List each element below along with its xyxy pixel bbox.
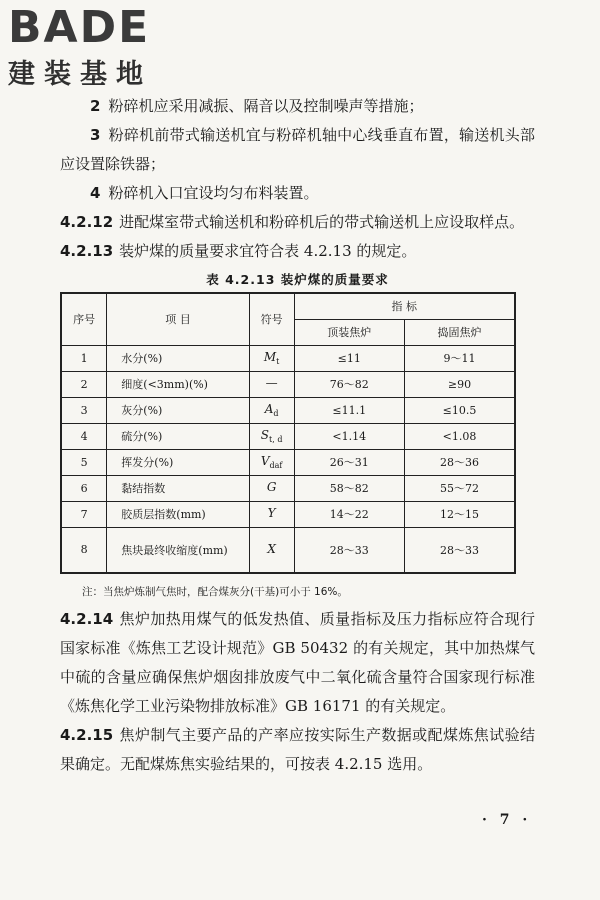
- table-cell-top: 28～33: [294, 527, 404, 573]
- table-cell-stamp: 55～72: [405, 475, 515, 501]
- table-cell-seq: 3: [61, 397, 107, 423]
- table-cell-symbol: G: [249, 475, 294, 501]
- table-cell-item: 胶质层指数(mm): [107, 501, 249, 527]
- coal-quality-table: [60, 292, 516, 574]
- table-cell-symbol: $V_{daf}$: [249, 449, 294, 475]
- table-cell-top: 58～82: [294, 475, 404, 501]
- table-row: [61, 475, 515, 501]
- table-row: [61, 397, 515, 423]
- list-item: 2 粉碎机应采用减振、隔音以及控制噪声等措施；: [90, 97, 424, 115]
- page-number: · 7 ·: [482, 812, 532, 828]
- header-symbol: 符号: [249, 293, 294, 345]
- table-note: 注：当焦炉炼制气焦时，配合煤灰分(干基)可小于 16%。: [82, 586, 348, 598]
- table-header-row: [61, 293, 515, 319]
- logo: [8, 2, 152, 91]
- clause-4-2-14: 4.2.14 焦炉加热用煤气的低发热值、质量指标及压力指标应符合现行国家标准《炼焦工艺设计规范》GB 50432 的有关规定，其中加热煤气中硫的含量应确保焦炉烟囱排放废气中二氧化硫含量符合国家现行标准《炼焦化学工业污染物排放标准》GB 16171 的有关规定。: [60, 610, 535, 715]
- table-cell-symbol: —: [249, 371, 294, 397]
- table-cell-seq: 6: [61, 475, 107, 501]
- table-cell-item: 细度(<3mm)(%): [107, 371, 249, 397]
- table-cell-stamp: 28～33: [405, 527, 515, 573]
- table-cell-top: <1.14: [294, 423, 404, 449]
- header-index: 指 标: [294, 293, 515, 319]
- table-cell-seq: 5: [61, 449, 107, 475]
- table-cell-top: ≤11.1: [294, 397, 404, 423]
- table-cell-symbol: Y: [249, 501, 294, 527]
- table-cell-stamp: <1.08: [405, 423, 515, 449]
- table-cell-symbol: $M_t$: [249, 345, 294, 371]
- table-cell-item: 焦块最终收缩度(mm): [107, 527, 249, 573]
- table-cell-item: 灰分(%): [107, 397, 249, 423]
- table-cell-item: 硫分(%): [107, 423, 249, 449]
- header-stamp-charging: 捣固焦炉: [405, 319, 515, 345]
- table-cell-stamp: 12～15: [405, 501, 515, 527]
- clause-4-2-12: 4.2.12 进配煤室带式输送机和粉碎机后的带式输送机上应设取样点。: [60, 213, 525, 231]
- table-cell-item: 挥发分(%): [107, 449, 249, 475]
- list-item: 3 粉碎机前带式输送机宜与粉碎机轴中心线垂直布置，输送机头部应设置除铁器；: [60, 126, 535, 173]
- table-cell-item: 黏结指数: [107, 475, 249, 501]
- table-row: [61, 423, 515, 449]
- table-cell-symbol: $A_d$: [249, 397, 294, 423]
- table-cell-stamp: ≥90: [405, 371, 515, 397]
- table-cell-top: 76～82: [294, 371, 404, 397]
- table-cell-seq: 2: [61, 371, 107, 397]
- document-body: [60, 92, 535, 779]
- table-cell-seq: 4: [61, 423, 107, 449]
- header-top-charging: 顶装焦炉: [294, 319, 404, 345]
- table-cell-seq: 8: [61, 527, 107, 573]
- table-cell-top: ≤11: [294, 345, 404, 371]
- header-item: 项 目: [107, 293, 249, 345]
- table-cell-top: 26～31: [294, 449, 404, 475]
- header-seq: 序号: [61, 293, 107, 345]
- list-item: 4 粉碎机入口宜设均匀布料装置。: [90, 184, 319, 202]
- clause-4-2-15: 4.2.15 焦炉制气主要产品的产率应按实际生产数据或配煤炼焦试验结果确定。无配煤炼焦实验结果的，可按表 4.2.15 选用。: [60, 726, 535, 773]
- table-cell-top: 14～22: [294, 501, 404, 527]
- table-cell-stamp: ≤10.5: [405, 397, 515, 423]
- table-cell-stamp: 9～11: [405, 345, 515, 371]
- logo-subtitle: 建装基地: [8, 59, 152, 90]
- table-row: [61, 371, 515, 397]
- table-cell-seq: 1: [61, 345, 107, 371]
- clause-4-2-13: 4.2.13 装炉煤的质量要求宜符合表 4.2.13 的规定。: [60, 242, 417, 260]
- table-row: [61, 449, 515, 475]
- table-caption: 表 4.2.13 装炉煤的质量要求: [206, 272, 389, 287]
- table-cell-seq: 7: [61, 501, 107, 527]
- table-row: [61, 501, 515, 527]
- table-cell-item: 水分(%): [107, 345, 249, 371]
- table-cell-stamp: 28～36: [405, 449, 515, 475]
- table-row: [61, 527, 515, 573]
- logo-wordmark: BADE: [8, 2, 151, 53]
- table-row: [61, 345, 515, 371]
- table-cell-symbol: $S_{t, d}$: [249, 423, 294, 449]
- table-cell-symbol: X: [249, 527, 294, 573]
